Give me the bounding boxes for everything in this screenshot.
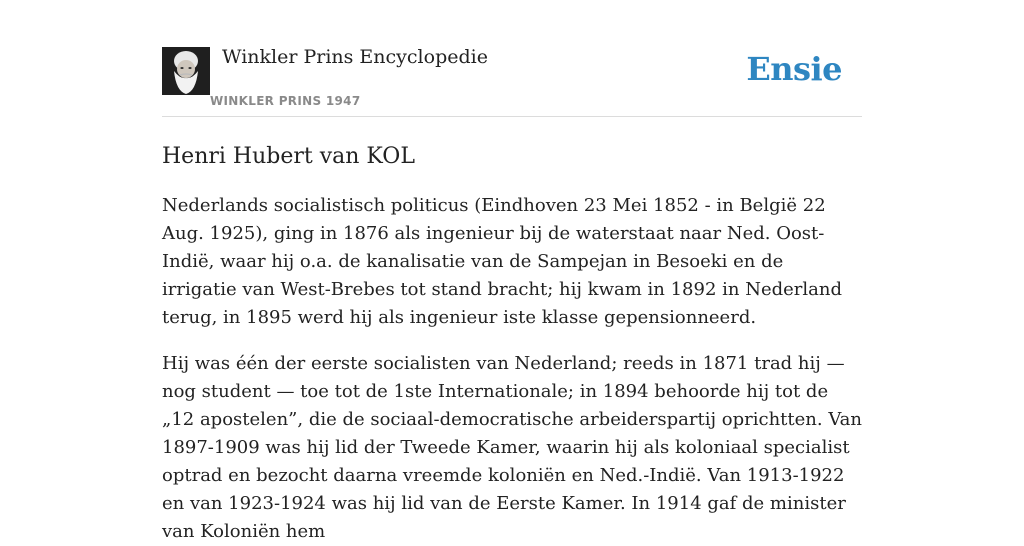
source-avatar[interactable] xyxy=(162,47,210,95)
article-title: Henri Hubert van KOL xyxy=(162,144,415,169)
source-edition-label: WINKLER PRINS 1947 xyxy=(210,94,361,108)
source-title-link[interactable]: Winkler Prins Encyclopedie xyxy=(222,46,488,68)
article-container xyxy=(162,0,862,546)
bearded-man-portrait-icon xyxy=(162,47,210,95)
source-header xyxy=(162,0,862,117)
brand-logo-link[interactable]: Ensie xyxy=(746,50,842,88)
article-paragraph: Nederlands socialistisch politicus (Eindhoven 23 Mei 1852 - in België 22 Aug. 1925), ging in 1876 als ingenieur bij de waterstaat naar Ned. Oost-Indië, waar hij o.a. de kanalisatie van de Sampejan in Besoeki en de irrigatie van West-Brebes tot stand bracht; hij kwam in 1892 in Nederland terug, in 1895 werd hij als ingenieur iste klasse gepensionneerd. xyxy=(162,195,842,328)
article-paragraph: Hij was één der eerste socialisten van Nederland; reeds in 1871 trad hij — nog student — toe tot de 1ste Internationale; in 1894 behoorde hij tot de „12 apostelen”, die de sociaal-democratische arbeiderspartij oprichtten. Van 1897-1909 was hij lid der Tweede Kamer, waarin hij als koloniaal specialist optrad en bezocht daarna vreemde koloniën en Ned.-Indië. Van 1913-1922 en van 1923-1924 was hij lid van de Eerste Kamer. In 1914 gaf de minister van Koloniën hem xyxy=(162,353,863,542)
